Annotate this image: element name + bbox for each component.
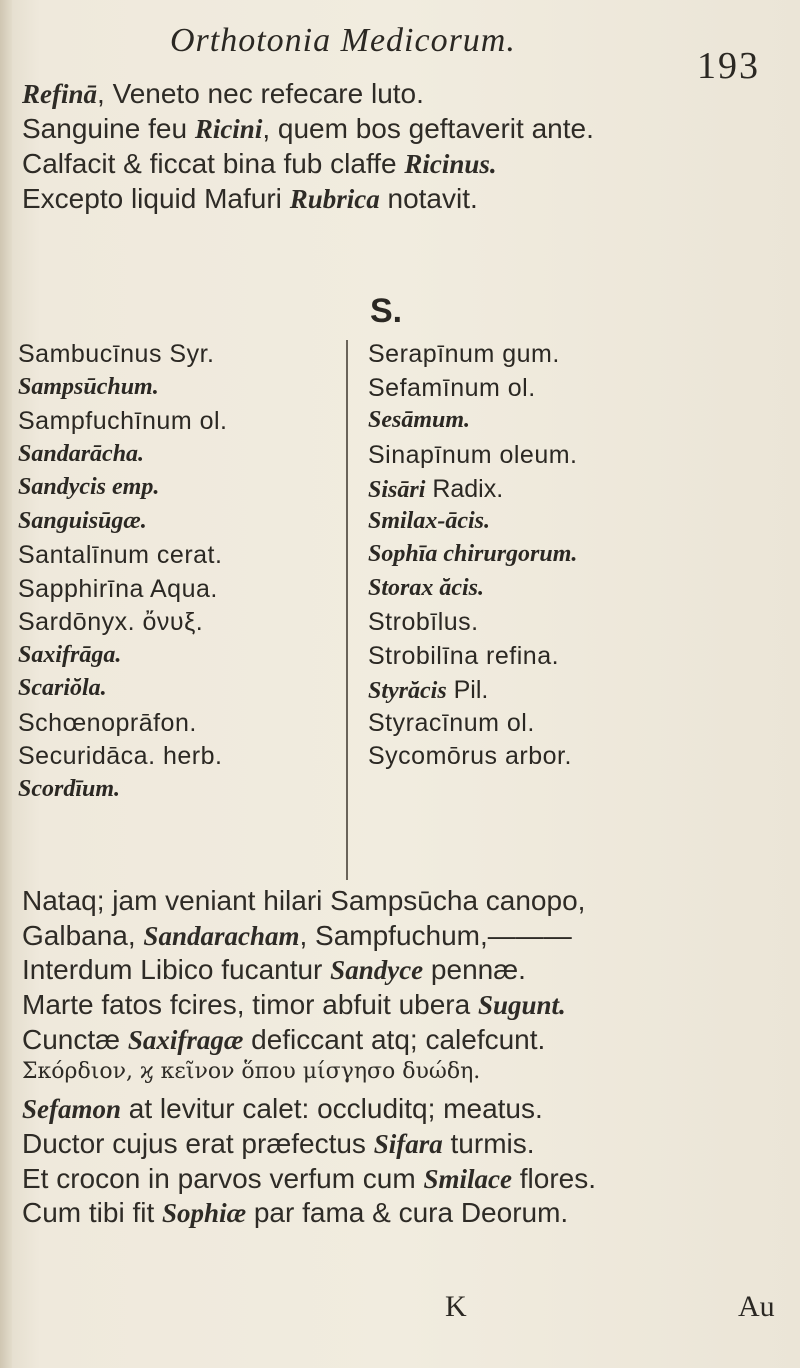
verse-text: at levitur calet: occluditq; meatus. (121, 1093, 543, 1125)
signature-mark: K (445, 1290, 467, 1323)
running-title: Orthotonia Medicorum. (170, 22, 516, 59)
section-letter: S. (370, 292, 403, 330)
index-entry: Sampsūchum. (18, 373, 159, 400)
italic-term: Sisāri (368, 477, 426, 503)
italic-term: Sandyce (330, 955, 424, 986)
index-entry: Styracīnum ol. (368, 708, 535, 737)
verse-line (22, 183, 478, 215)
page-binding-edge (0, 0, 12, 1368)
index-entry: Strobilīna refina. (368, 641, 560, 670)
verse-text: Galbana, (22, 919, 144, 951)
verse-text: Cunctæ (22, 1023, 128, 1055)
index-entry: Sycomōrus arbor. (368, 742, 572, 770)
catchword: Au (738, 1290, 775, 1323)
italic-term: Sophiæ (162, 1198, 247, 1229)
index-entry: Scariŏla. (18, 675, 107, 701)
italic-term: Ricinus. (404, 149, 497, 179)
index-entry: Securidāca. herb. (18, 742, 223, 770)
index-entry: Santalīnum cerat. (18, 541, 223, 569)
index-entry (368, 675, 488, 705)
index-entry: Sandarācha. (18, 440, 145, 467)
column-divider (346, 340, 348, 880)
index-entry: Sampfuchīnum ol. (18, 407, 228, 435)
verse-text: Sanguine feu (22, 113, 195, 144)
verse-text: deficcant atq; calefcunt. (243, 1023, 546, 1055)
verse-line (22, 920, 572, 952)
index-entry: Sefamīnum ol. (368, 373, 536, 402)
verse-line (22, 1163, 596, 1195)
verse-line (22, 1093, 543, 1125)
index-entry: Sanguisūgæ. (18, 507, 147, 534)
italic-term: Smilace (423, 1163, 512, 1194)
verse-text: Et crocon in parvos verfum cum (22, 1162, 424, 1194)
index-entry: Sesāmum. (368, 407, 471, 433)
verse-line (22, 148, 497, 180)
italic-term: Styrăcis (368, 678, 447, 704)
index-entry: Sambucīnus Syr. (18, 340, 215, 368)
index-entry: Smilax-ācis. (368, 507, 491, 534)
page-number: 193 (697, 45, 760, 87)
index-entry (368, 474, 503, 504)
index-entry: Scordīum. (18, 775, 121, 802)
italic-term: Sugunt. (477, 990, 566, 1021)
italic-term: Sandaracham (143, 920, 300, 951)
verse-text: Marte fatos fcires, timor abfuit ubera (22, 989, 478, 1021)
index-entry: Storax ăcis. (368, 574, 485, 601)
index-entry: Sardōnyx. ὄνυξ. (18, 608, 204, 636)
verse-text: turmis. (442, 1127, 535, 1159)
verse-text: Cum tibi fit (22, 1197, 163, 1229)
italic-term: Saxifragæ (127, 1024, 244, 1055)
entry-text: Pil. (446, 676, 489, 704)
verse-text: notavit. (379, 183, 478, 214)
verse-text: Interdum Libico fucantur (22, 954, 331, 986)
index-entry: Sapphirīna Aqua. (18, 574, 218, 603)
verse-text: , Sampfuchum,——— (299, 919, 572, 951)
verse-text: Ductor cujus erat præfectus (22, 1127, 374, 1159)
verse-text: , quem bos geftaverit ante. (262, 113, 594, 144)
verse-text: Excepto liquid Mafuri (22, 183, 290, 214)
verse-text: Nataq; jam veniant hilari Sampsūcha canopo, (22, 885, 586, 916)
index-entry: Schœnoprāfon. (18, 708, 197, 737)
italic-term: Refinā (22, 79, 98, 109)
verse-text: par fama & cura Deorum. (246, 1197, 569, 1229)
verse-line (22, 1059, 480, 1084)
verse-text: pennæ. (423, 954, 526, 986)
index-entry: Serapīnum gum. (368, 340, 560, 368)
verse-line (22, 1128, 535, 1160)
verse-line (22, 78, 424, 110)
italic-term: Sefamon (22, 1094, 122, 1125)
verse-line (22, 885, 585, 917)
index-entry: Strobīlus. (368, 608, 479, 636)
verse-line (22, 113, 594, 145)
italic-term: Ricini (194, 114, 263, 144)
index-entry: Saxifrāga. (18, 641, 122, 668)
verse-text: Calfacit & ficcat bina fub claffe (22, 148, 405, 179)
verse-line (22, 954, 526, 986)
index-entry: Sandycis emp. (18, 474, 160, 500)
italic-term: Sifara (373, 1128, 443, 1159)
verse-text: Σκόρδιον, ϗ κεῖνον ὅπου μίσγησο δυώδη. (22, 1058, 481, 1084)
italic-term: Rubrica (289, 184, 380, 214)
verse-text: , Veneto nec refecare luto. (97, 78, 424, 109)
index-entry: Sinapīnum oleum. (368, 440, 578, 469)
verse-line (22, 1197, 568, 1229)
verse-line (22, 1024, 545, 1056)
index-entry: Sophīa chirurgorum. (368, 541, 578, 567)
entry-text: Radix. (425, 475, 504, 503)
verse-text: flores. (511, 1162, 597, 1194)
verse-line (22, 989, 566, 1021)
